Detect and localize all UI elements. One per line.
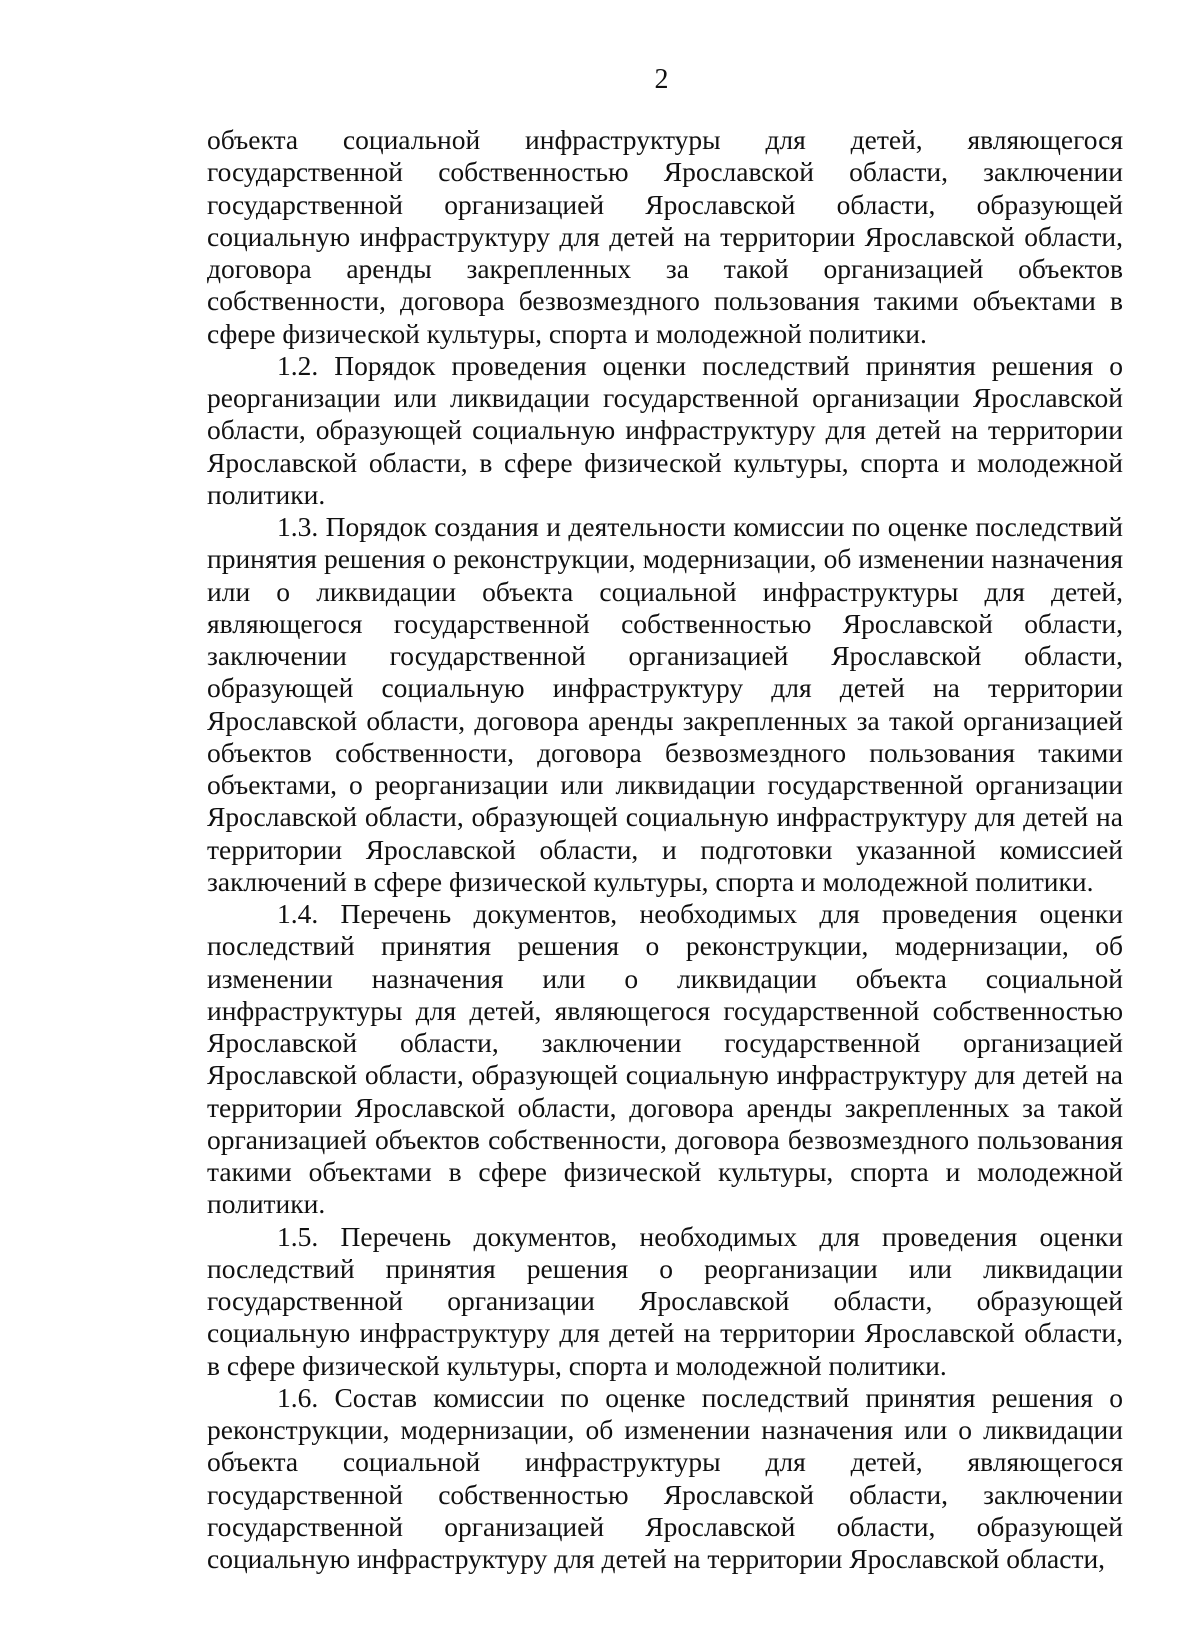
paragraph-1-3: 1.3. Порядок создания и деятельности комиссии по оценке последствий принятия решения о реконструкции, модернизации, об изменении назначения или о ликвидации объекта социальной инфраструктуры для детей, являющегося государственной собственностью Ярославской области, заключении государственной организацией Ярославской области, образующей социальную инфраструктуру для детей на территории Ярославской области, договора аренды закрепленных за такой организацией объектов собственности, договора безвозмездного пользования такими объектами, о реорганизации или ликвидации государственной организации Ярославской области, образующей социальную инфраструктуру для детей на территории Ярославской области, и подготовки указанной комиссией заключений в сфере физической культуры, спорта и молодежной политики. xyxy=(207,511,1123,897)
paragraph-1-6: 1.6. Состав комиссии по оценке последствий принятия решения о реконструкции, модернизации, об изменении назначения или о ликвидации объекта социальной инфраструктуры для детей, являющегося государственной собственностью Ярославской области, заключении государственной организацией Ярославской области, образующей социальную инфраструктуру для детей на территории Ярославской области, xyxy=(207,1381,1123,1574)
document-body xyxy=(207,124,1123,1575)
page-number: 2 xyxy=(654,64,669,95)
paragraph-continuation: объекта социальной инфраструктуры для детей, являющегося государственной собственностью Ярославской области, заключении государственной организацией Ярославской области, образующей социальную инфраструктуру для детей на территории Ярославской области, договора аренды закрепленных за такой организацией объектов собственности, договора безвозмездного пользования такими объектами в сфере физической культуры, спорта и молодежной политики. xyxy=(207,124,1123,349)
paragraph-1-2: 1.2. Порядок проведения оценки последствий принятия решения о реорганизации или ликвидации государственной организации Ярославской области, образующей социальную инфраструктуру для детей на территории Ярославской области, в сфере физической культуры, спорта и молодежной политики. xyxy=(207,349,1123,510)
paragraph-1-5: 1.5. Перечень документов, необходимых для проведения оценки последствий принятия решения о реорганизации или ликвидации государственной организации Ярославской области, образующей социальную инфраструктуру для детей на территории Ярославской области, в сфере физической культуры, спорта и молодежной политики. xyxy=(207,1220,1123,1381)
paragraph-1-4: 1.4. Перечень документов, необходимых для проведения оценки последствий принятия решения о реконструкции, модернизации, об изменении назначения или о ликвидации объекта социальной инфраструктуры для детей, являющегося государственной собственностью Ярославской области, заключении государственной организацией Ярославской области, образующей социальную инфраструктуру для детей на территории Ярославской области, договора аренды закрепленных за такой организацией объектов собственности, договора безвозмездного пользования такими объектами в сфере физической культуры, спорта и молодежной политики. xyxy=(207,898,1123,1220)
